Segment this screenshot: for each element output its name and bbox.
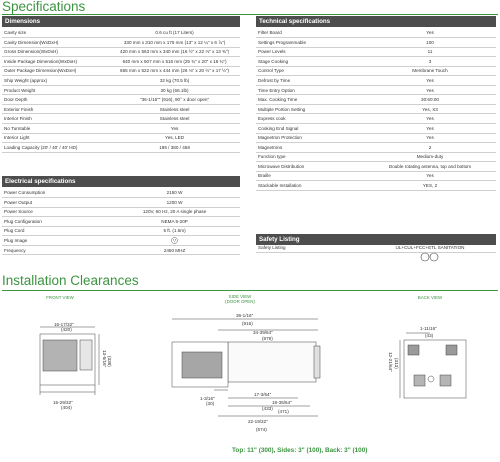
- front-bottom-mm: (404): [61, 405, 72, 410]
- spec-value: Stainless steel: [109, 104, 240, 114]
- spec-label: Max. Cooking Time: [256, 95, 364, 105]
- spec-label: Microwave Distribution: [256, 162, 364, 172]
- spec-label: Loading Capacity (20' / 40' / 40' HD): [2, 143, 109, 153]
- back-top-dim: 1-11/16": [420, 326, 437, 331]
- spec-value: Yes: [109, 123, 240, 133]
- side-d2mm: (879): [262, 336, 273, 341]
- spec-value: YES, 2: [364, 181, 496, 191]
- back-side-dim: 12-21/64": [388, 352, 393, 372]
- front-side-mm: (338): [107, 356, 112, 367]
- spec-label: Time Entry Option: [256, 85, 364, 95]
- spec-value: 185 / 380 / 458: [109, 143, 240, 153]
- spec-label: Product Weight: [2, 85, 109, 95]
- spec-value: 0.6 cu ft (17 Liters): [109, 28, 240, 38]
- spec-label: Cavity Dimension(WxDxH): [2, 38, 109, 48]
- spec-value: Medium-duty: [364, 152, 496, 162]
- spec-label: Magnetron Protection: [256, 133, 364, 143]
- spec-value: Yes: [364, 114, 496, 124]
- back-top-mm: (43): [425, 333, 434, 338]
- spec-label: Multiple Portion Setting: [256, 104, 364, 114]
- spec-value: Yes, X3: [364, 104, 496, 114]
- back-view-label: BACK VIEW: [417, 295, 443, 300]
- spec-label: Cavity size: [2, 28, 109, 38]
- spec-value: Yes, LED: [109, 133, 240, 143]
- spec-value: Yes: [364, 28, 496, 38]
- spec-value: 30:60:00: [364, 95, 496, 105]
- side-view-label: SIDE VIEW (DOOR OPEN): [225, 294, 255, 304]
- spec-label: Settings Programmable: [256, 38, 364, 48]
- spec-value: Yes: [364, 123, 496, 133]
- spec-value: 640 mm x 507 mm x 516 mm (25 ¾" x 20" x 16 ¾"): [109, 57, 240, 67]
- spec-value: "36-1/16"" (916), 90° x door open": [109, 95, 240, 105]
- side-d1mm: (916): [242, 321, 253, 326]
- side-d6: 22-19/32": [248, 419, 268, 424]
- spec-value: 420 mm x 563 mm x 340 mm (16 ½" x 22 ⅛" x 13 ⅜"): [109, 47, 240, 57]
- spec-label: No Turntable: [2, 123, 109, 133]
- spec-value: Double rotating antenna, top and bottom: [364, 162, 496, 172]
- spec-value: Yes: [364, 171, 496, 181]
- back-side-mm: (313): [394, 358, 399, 369]
- spec-label: Door Depth: [2, 95, 109, 105]
- spec-label: Control Type: [256, 66, 364, 76]
- spec-label: Filter Board: [256, 28, 364, 38]
- side-d4: 17-3/64": [254, 392, 272, 397]
- spec-label: Power Output: [2, 198, 109, 208]
- spec-value: 2150 W: [109, 188, 240, 198]
- spec-label: Gross Dimension(WxDxH): [2, 47, 109, 57]
- spec-value: NEMA 5-20P: [109, 217, 240, 227]
- spec-value: Membrane Touch: [364, 66, 496, 76]
- spec-label: Frequency: [2, 245, 109, 255]
- front-side-dim: 13-5/16": [102, 350, 107, 368]
- side-d3: 1-3/16": [200, 396, 215, 401]
- spec-label: Ship Weight (approx): [2, 76, 109, 86]
- spec-value: 330 mm x 310 mm x 175 mm (13" x 12 ¼" x 6 ⅞"): [109, 38, 240, 48]
- spec-label: Stage Cooking: [256, 57, 364, 67]
- side-d3mm: (30): [206, 401, 215, 406]
- spec-value: UL+CUL+FCC+ETL SANITATION: [364, 243, 496, 253]
- spec-label: Plug Configuration: [2, 217, 109, 227]
- back-vent-right: [446, 345, 457, 355]
- spec-label: Inside Package Dimension(WxDxH): [2, 57, 109, 67]
- technical-header: Technical specifications: [256, 16, 496, 27]
- spec-value: 32 kg (70.5 lb): [109, 76, 240, 86]
- spec-label: Power Consumption: [2, 188, 109, 198]
- spec-label: Safety Listing: [256, 243, 364, 253]
- front-bottom-dim: 15-29/32": [53, 400, 73, 405]
- side-d5mm: (471): [278, 409, 289, 414]
- back-port-right: [440, 375, 451, 386]
- side-d6mm: (574): [256, 427, 267, 432]
- spec-value: Yes: [364, 85, 496, 95]
- spec-label: Exterior Finish: [2, 104, 109, 114]
- spec-value: 30 kg (66.1lb): [109, 85, 240, 95]
- side-d2: 34-39/64": [253, 330, 273, 335]
- side-d1: 36-1/16": [236, 313, 254, 318]
- spec-value: 665 mm x 522 mm x 444 mm (26 ⅛" x 20 ½" x 17 ½"): [109, 66, 240, 76]
- back-port-left: [414, 375, 425, 386]
- spec-label: Outer Package Dimension(WxDxH): [2, 66, 109, 76]
- spec-label: Plug Image: [2, 236, 109, 246]
- spec-value: Stainless steel: [109, 114, 240, 124]
- side-d5: 18-35/64": [272, 400, 292, 405]
- safety-header: Safety Listing: [256, 234, 496, 245]
- spec-value: 120V, 60 Hz, 20 A single phase: [109, 207, 240, 217]
- front-top-mm: (420): [61, 327, 72, 332]
- spec-label: Magnetrons: [256, 143, 364, 153]
- clearance-note: Top: 11" (300), Sides: 3" (100), Back: 3" (100): [232, 447, 368, 454]
- spec-value: 5 ft. (1.5m): [109, 226, 240, 236]
- spec-label: Cooking End Signal: [256, 123, 364, 133]
- spec-value: 2450 MHZ: [109, 245, 240, 255]
- spec-label: Interior Light: [2, 133, 109, 143]
- dimensions-header: Dimensions: [2, 16, 240, 27]
- spec-label: Plug Cord: [2, 226, 109, 236]
- spec-value: Yes: [364, 133, 496, 143]
- spec-value: 11: [364, 47, 496, 57]
- spec-label: Power Source: [2, 207, 109, 217]
- spec-value: 3: [364, 57, 496, 67]
- side-d4mm: (433): [262, 406, 273, 411]
- spec-label: Defrost by Time: [256, 76, 364, 86]
- spec-label: Braille: [256, 171, 364, 181]
- front-view-label: FRONT VIEW: [46, 295, 74, 300]
- spec-value: 100: [364, 38, 496, 48]
- spec-value: 1200 W: [109, 198, 240, 208]
- front-top-dim: 16-17/32": [54, 322, 74, 327]
- spec-label: Function type: [256, 152, 364, 162]
- spec-label: Stackable Installation: [256, 181, 364, 191]
- back-power-inlet: [428, 376, 434, 382]
- page-title: Specifications: [2, 0, 86, 14]
- spec-label: Power Levels: [256, 47, 364, 57]
- electrical-header: Electrical specifications: [2, 176, 240, 187]
- spec-value: 2: [364, 143, 496, 153]
- spec-label: Interior Finish: [2, 114, 109, 124]
- back-vent-left: [408, 345, 419, 355]
- installation-title: Installation Clearances: [2, 273, 139, 288]
- spec-value: Yes: [364, 76, 496, 86]
- spec-label: Express cook: [256, 114, 364, 124]
